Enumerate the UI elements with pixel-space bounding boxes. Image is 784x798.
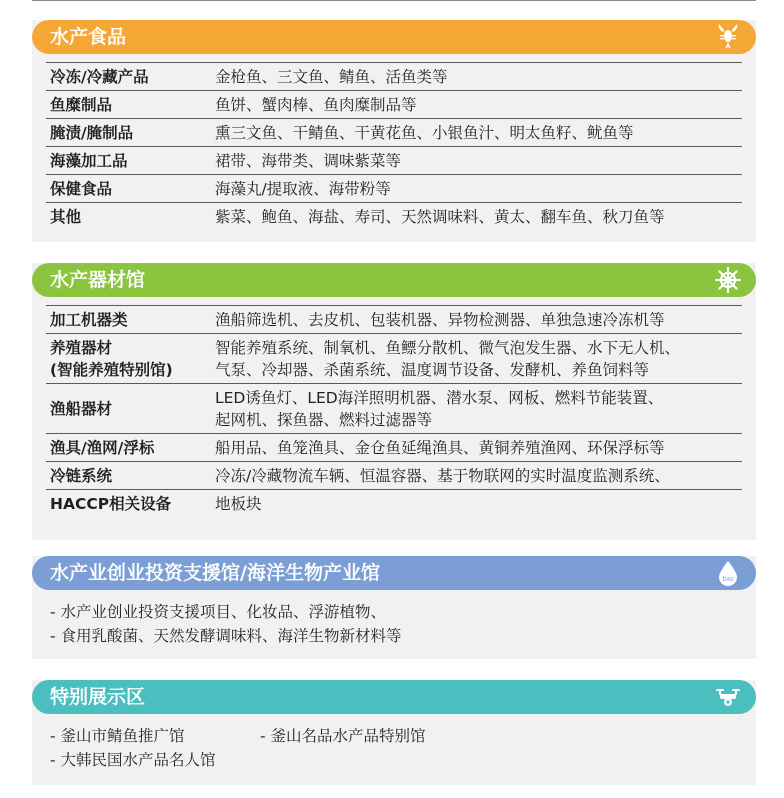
top-divider	[32, 0, 756, 1]
table-row	[46, 203, 742, 231]
row-label-line2: (智能养殖特别馆)	[50, 361, 173, 379]
row-desc: 地板块	[215, 495, 262, 513]
section-header-bio	[32, 556, 756, 590]
row-label	[50, 337, 173, 381]
table-row	[46, 434, 742, 462]
section-bio-industry	[32, 556, 756, 659]
row-desc-line2: 气泵、冷却器、杀菌系统、温度调节设备、发酵机、养鱼饲料等	[215, 361, 650, 379]
row-desc	[215, 387, 663, 431]
table-row	[46, 334, 742, 384]
row-desc: 裙带、海带类、调味紫菜等	[215, 152, 402, 170]
section-title: 水产器材馆	[50, 269, 146, 291]
section-equipment	[32, 263, 756, 540]
list-item: - 食用乳酸菌、天然发酵调味料、海洋生物新材料等	[50, 627, 402, 645]
drone-icon	[714, 683, 742, 711]
list-item: - 水产业创业投资支援项目、化妆品、浮游植物、	[50, 603, 387, 621]
section-seafood-products	[32, 20, 756, 242]
row-desc: 船用品、鱼笼渔具、金仓鱼延绳渔具、黄铜养殖渔网、环保浮标等	[215, 439, 665, 457]
row-label: HACCP相关设备	[50, 495, 172, 513]
table-row	[46, 306, 742, 334]
row-desc-line1: 智能养殖系统、制氧机、鱼鳔分散机、微气泡发生器、水下无人机、	[215, 339, 681, 357]
row-label: 冷链系统	[50, 467, 113, 485]
table-row	[46, 119, 742, 147]
table-row	[46, 91, 742, 119]
row-label: 渔船器材	[50, 400, 113, 418]
row-label: 其他	[50, 208, 82, 226]
special-bullet-list-right	[260, 724, 426, 748]
row-desc: 冷冻/冷藏物流车辆、恒温容器、基于物联网的实时温度监测系统、	[215, 467, 670, 485]
row-desc: 海藻丸/提取液、海带粉等	[215, 180, 391, 198]
row-label: 海藻加工品	[50, 152, 128, 170]
table-row	[46, 147, 742, 175]
bio-icon-text: bio	[722, 575, 734, 583]
lobster-icon	[714, 23, 742, 51]
bio-bullet-list	[50, 600, 402, 648]
row-label: 腌渍/腌制品	[50, 124, 134, 142]
list-item: - 釜山市鲭鱼推广馆	[50, 727, 185, 745]
row-desc-line1: LED诱鱼灯、LED海洋照明机器、潜水泵、网板、燃料节能装置、	[215, 389, 664, 407]
row-desc: 鱼饼、蟹肉棒、鱼肉糜制品等	[215, 96, 417, 114]
row-label: 鱼糜制品	[50, 96, 113, 114]
row-label: 渔具/渔网/浮标	[50, 439, 155, 457]
table-row	[46, 490, 742, 518]
row-label: 加工机器类	[50, 311, 128, 329]
table-row	[46, 63, 742, 91]
table-row	[46, 462, 742, 490]
section-title: 特别展示区	[50, 686, 146, 708]
row-label: 保健食品	[50, 180, 113, 198]
row-label: 冷冻/冷藏产品	[50, 68, 149, 86]
section-special-exhibit	[32, 680, 756, 785]
bio-drop-icon	[714, 559, 742, 587]
section-header-special	[32, 680, 756, 714]
list-item: - 釜山名品水产品特别馆	[260, 727, 426, 745]
table-row	[46, 175, 742, 203]
special-bullet-list-left	[50, 724, 216, 772]
row-desc: 渔船筛选机、去皮机、包装机器、异物检测器、单独急速冷冻机等	[215, 311, 665, 329]
section-title: 水产食品	[50, 26, 127, 48]
row-label-line1: 养殖器材	[50, 339, 113, 357]
section-header-seafood	[32, 20, 756, 54]
row-desc: 金枪鱼、三文鱼、鲭鱼、活鱼类等	[215, 68, 448, 86]
row-desc: 紫菜、鲍鱼、海盐、寿司、天然调味料、黄太、翻车鱼、秋刀鱼等	[215, 208, 665, 226]
list-item: - 大韩民国水产品名人馆	[50, 751, 216, 769]
row-desc-line2: 起网机、探鱼器、燃料过滤器等	[215, 411, 433, 429]
section-header-equipment	[32, 263, 756, 297]
ship-wheel-icon	[714, 266, 742, 294]
equipment-table	[46, 305, 742, 518]
row-desc	[215, 337, 680, 381]
section-title: 水产业创业投资支援馆/海洋生物产业馆	[50, 562, 380, 584]
table-row	[46, 384, 742, 434]
row-desc: 熏三文鱼、干鲭鱼、干黄花鱼、小银鱼汁、明太鱼籽、鱿鱼等	[215, 124, 634, 142]
seafood-table	[46, 62, 742, 231]
